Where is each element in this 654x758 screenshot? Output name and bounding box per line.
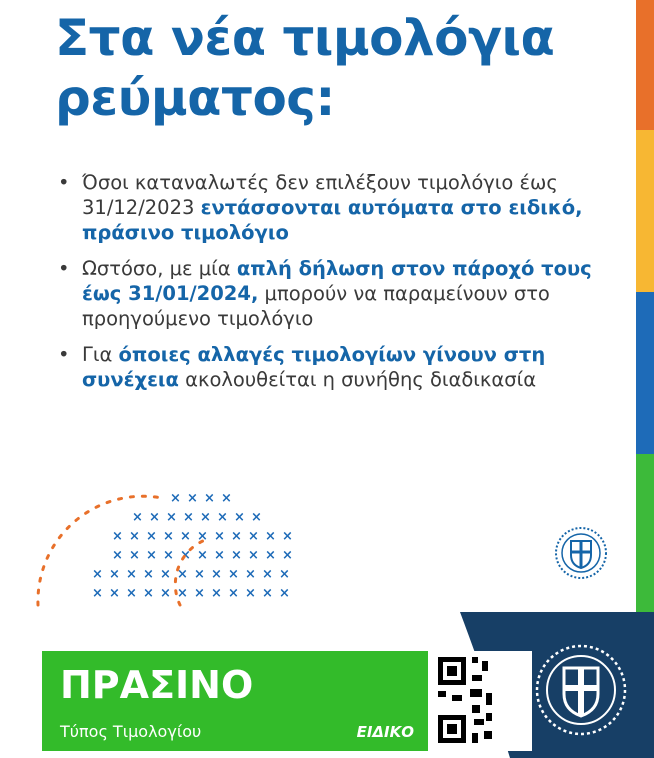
x-mark: × xyxy=(248,529,259,544)
tariff-subtitle: Τύπος Τιμολογίου xyxy=(60,722,202,741)
bullet-item xyxy=(52,170,622,245)
page-title xyxy=(55,8,615,128)
bullet-highlight: απλή δήλωση στον πάροχό τους έως 31/01/2024, xyxy=(82,257,592,305)
bullet-text: μπορούν να παραμείνουν στο προηγούμενο τιμολόγιο xyxy=(82,282,550,330)
x-mark: × xyxy=(163,548,174,563)
x-mark: × xyxy=(279,567,290,582)
tariff-card xyxy=(42,651,428,751)
bullet-text: Ωστόσο, με μία xyxy=(82,257,237,280)
bullet-marker: • xyxy=(58,343,70,366)
x-mark: × xyxy=(183,510,194,525)
x-mark: × xyxy=(143,567,154,582)
x-mark: × xyxy=(129,548,140,563)
x-mark: × xyxy=(170,491,181,506)
x-mark: × xyxy=(177,567,188,582)
x-mark: × xyxy=(126,567,137,582)
x-mark: × xyxy=(234,510,245,525)
x-mark: × xyxy=(132,510,143,525)
bullet-item xyxy=(52,256,622,331)
x-mark: × xyxy=(211,586,222,601)
x-mark: × xyxy=(149,510,160,525)
x-mark: × xyxy=(265,548,276,563)
x-mark: × xyxy=(211,567,222,582)
x-mark: × xyxy=(126,586,137,601)
x-mark: × xyxy=(279,586,290,601)
x-mark: × xyxy=(262,567,273,582)
x-mark: × xyxy=(231,529,242,544)
stripe-green xyxy=(636,454,654,614)
x-mark: × xyxy=(92,567,103,582)
x-mark: × xyxy=(245,586,256,601)
greek-coat-of-arms-icon xyxy=(553,525,609,581)
stripe-blue xyxy=(636,292,654,454)
x-mark: × xyxy=(265,529,276,544)
x-mark: × xyxy=(163,529,174,544)
x-grid xyxy=(92,491,293,601)
x-mark: × xyxy=(160,567,171,582)
bullet-text: Όσοι καταναλωτές δεν επιλέξουν τιμολόγιο έως 31/12/2023 xyxy=(82,171,558,219)
bullet-marker: • xyxy=(58,171,70,194)
x-mark: × xyxy=(245,567,256,582)
x-mark: × xyxy=(180,548,191,563)
x-mark: × xyxy=(194,586,205,601)
x-mark: × xyxy=(204,491,215,506)
bullet-highlight: όποιες αλλαγές τιμολογίων γίνουν στη συνέχεια xyxy=(82,343,546,391)
x-mark: × xyxy=(112,548,123,563)
x-mark: × xyxy=(180,529,191,544)
x-mark: × xyxy=(109,586,120,601)
x-mark: × xyxy=(146,548,157,563)
tariff-tag: ΕΙΔΙΚΟ xyxy=(356,723,414,741)
bullet-highlight: εντάσσονται αυτόματα στο ειδικό, πράσινο τιμολόγιο xyxy=(82,196,583,244)
x-mark: × xyxy=(197,529,208,544)
x-mark: × xyxy=(160,586,171,601)
x-mark: × xyxy=(92,586,103,601)
x-mark: × xyxy=(231,548,242,563)
x-mark: × xyxy=(129,529,140,544)
x-mark: × xyxy=(214,548,225,563)
x-mark: × xyxy=(262,586,273,601)
tariff-name: ΠΡΑΣΙΝΟ xyxy=(60,663,254,707)
x-mark: × xyxy=(221,491,232,506)
qr-code-icon xyxy=(432,651,532,751)
x-mark: × xyxy=(194,567,205,582)
x-mark: × xyxy=(146,529,157,544)
title-line-2: ρεύματος: xyxy=(55,69,335,127)
x-mark: × xyxy=(200,510,211,525)
bullet-text: Για xyxy=(82,343,119,366)
bullet-item xyxy=(52,342,622,392)
x-mark: × xyxy=(214,529,225,544)
x-mark: × xyxy=(197,548,208,563)
x-mark: × xyxy=(251,510,262,525)
x-mark: × xyxy=(109,567,120,582)
x-mark: × xyxy=(177,586,188,601)
bullet-text: ακολουθείται η συνήθης διαδικασία xyxy=(178,368,537,391)
bullet-marker: • xyxy=(58,257,70,280)
x-mark: × xyxy=(143,586,154,601)
stripe-yellow xyxy=(636,130,654,292)
bullet-list xyxy=(52,170,622,403)
x-mark: × xyxy=(282,548,293,563)
decorative-pattern-icon xyxy=(20,480,310,620)
x-mark: × xyxy=(217,510,228,525)
stripe-orange xyxy=(636,0,654,130)
x-mark: × xyxy=(166,510,177,525)
title-line-1: Στα νέα τιμολόγια xyxy=(55,9,555,67)
x-mark: × xyxy=(112,529,123,544)
x-mark: × xyxy=(228,586,239,601)
x-mark: × xyxy=(187,491,198,506)
x-mark: × xyxy=(248,548,259,563)
x-mark: × xyxy=(228,567,239,582)
x-mark: × xyxy=(282,529,293,544)
